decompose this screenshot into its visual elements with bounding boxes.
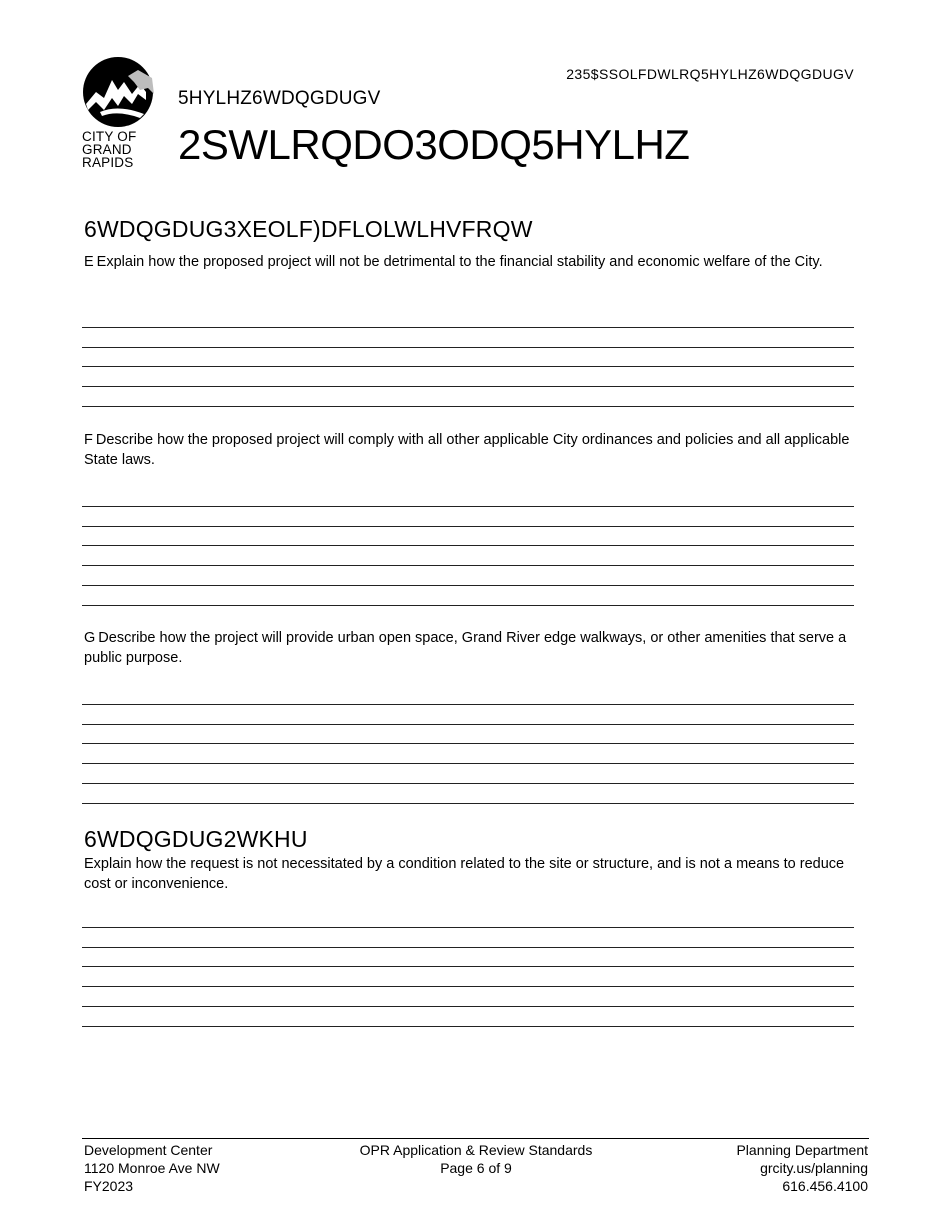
answer-line[interactable] xyxy=(82,987,854,1007)
answer-line[interactable] xyxy=(82,948,854,968)
footer-left xyxy=(84,1141,220,1195)
logo-text xyxy=(82,130,158,169)
answer-area-d[interactable] xyxy=(82,685,854,804)
footer-planning-department: Planning Department xyxy=(736,1142,868,1158)
answer-line[interactable] xyxy=(82,784,854,804)
answer-line[interactable] xyxy=(82,546,854,566)
header-subtitle: 5HYLHZ6WDQGDUGV xyxy=(178,88,381,109)
section-heading-other: 6WDQGDUG2WKHU xyxy=(84,826,308,852)
answer-area-c[interactable] xyxy=(82,487,854,606)
answer-line[interactable] xyxy=(82,527,854,547)
answer-line[interactable] xyxy=(82,328,854,348)
question-text: Describe how the project will provide urban open space, Grand River edge walkways, or other amenities that serve a public purpose. xyxy=(84,630,847,666)
answer-line[interactable] xyxy=(82,908,854,928)
question-c xyxy=(84,430,864,470)
section-heading-public-facilities: 6WDQGDUG3XEOLF)DFLOLWLHVFRQW xyxy=(84,216,533,242)
answer-line[interactable] xyxy=(82,308,854,328)
answer-area-other[interactable] xyxy=(82,908,854,1027)
question-marker: G xyxy=(84,630,96,646)
answer-line[interactable] xyxy=(82,487,854,507)
city-logo xyxy=(82,54,158,172)
page-title: 2SWLRQDO3ODQ5HYLHZ xyxy=(178,121,690,168)
footer-page-number: Page 6 of 9 xyxy=(440,1160,512,1176)
answer-line[interactable] xyxy=(82,367,854,387)
answer-line[interactable] xyxy=(82,586,854,606)
footer-phone: 616.456.4100 xyxy=(782,1178,868,1194)
logo-line: CITY OF xyxy=(82,129,137,144)
footer-department: Development Center xyxy=(84,1142,213,1158)
answer-line[interactable] xyxy=(82,566,854,586)
answer-line[interactable] xyxy=(82,348,854,368)
question-d xyxy=(84,628,864,668)
answer-line[interactable] xyxy=(82,685,854,705)
question-text: Explain how the proposed project will not be detrimental to the financial stability and economic welfare of the City. xyxy=(96,254,823,270)
answer-area-b[interactable] xyxy=(82,308,854,407)
answer-line[interactable] xyxy=(82,705,854,725)
answer-line[interactable] xyxy=(82,744,854,764)
question-marker: F xyxy=(84,432,93,448)
question-b xyxy=(84,252,864,272)
question-text: Explain how the request is not necessitated by a condition related to the site or structure, and is not a means to reduce cost or inconvenience. xyxy=(84,856,845,892)
answer-line[interactable] xyxy=(82,1007,854,1027)
answer-line[interactable] xyxy=(82,507,854,527)
question-text: Describe how the proposed project will comply with all other applicable City ordinances and policies and all applicable State laws. xyxy=(84,432,850,468)
answer-line[interactable] xyxy=(82,387,854,407)
footer-center xyxy=(340,1141,612,1177)
footer-fiscal-year: FY2023 xyxy=(84,1178,134,1194)
answer-line[interactable] xyxy=(82,725,854,745)
answer-line[interactable] xyxy=(82,764,854,784)
logo-line: RAPIDS xyxy=(82,155,134,170)
logo-line: GRAND xyxy=(82,142,132,157)
question-other xyxy=(84,854,864,894)
question-marker: E xyxy=(84,254,94,270)
city-logo-emblem-icon xyxy=(82,54,158,130)
footer-right xyxy=(736,1141,868,1195)
header-document-label: 235$SSOLFDWLRQ5HYLHZ6WDQGDUGV xyxy=(566,66,854,82)
footer-address: 1120 Monroe Ave NW xyxy=(84,1160,220,1176)
footer-website: grcity.us/planning xyxy=(760,1160,868,1176)
answer-line[interactable] xyxy=(82,967,854,987)
footer-document-title: OPR Application & Review Standards xyxy=(359,1142,593,1158)
answer-line[interactable] xyxy=(82,928,854,948)
footer-divider xyxy=(82,1138,869,1139)
